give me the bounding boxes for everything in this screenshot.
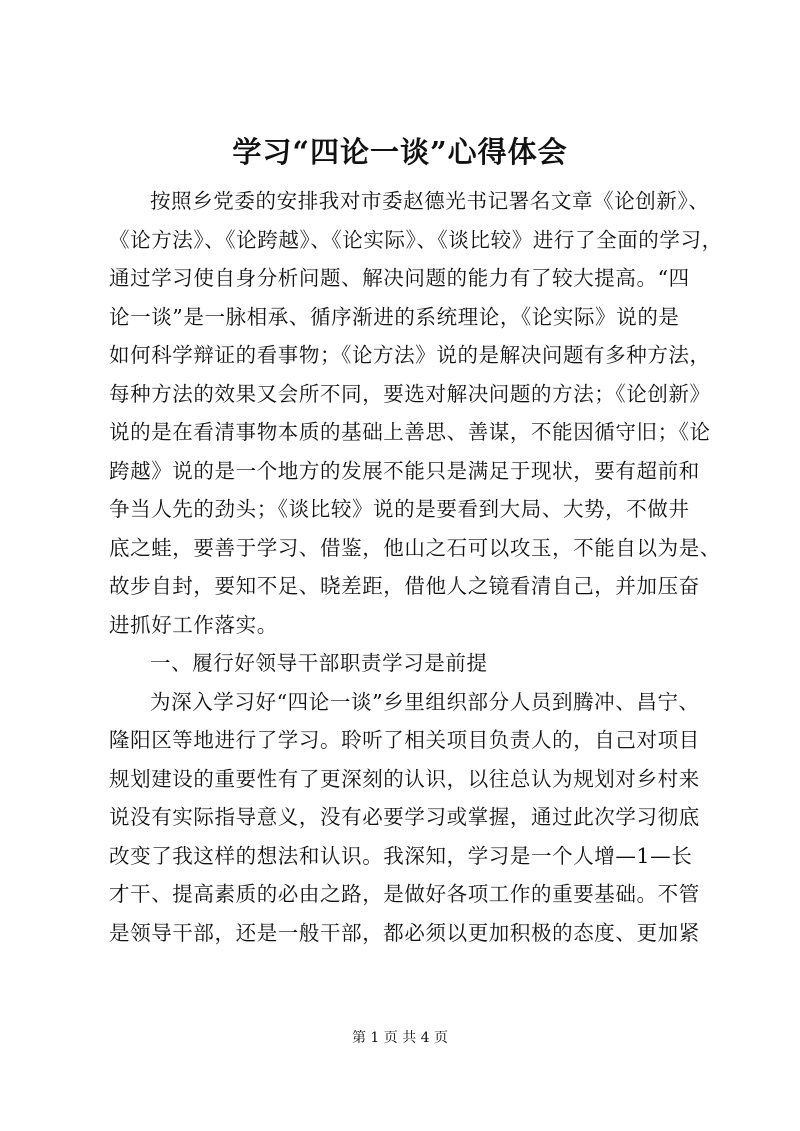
- text-line: 每种方法的效果又会所不同，要选对解决问题的方法；《论创新》: [109, 381, 711, 406]
- text-line: 跨越》说的是一个地方的发展不能只是满足于现状，要有超前和: [109, 458, 700, 483]
- text-line: 才干、提高素质的必由之路，是做好各项工作的重要基础。不管: [109, 882, 700, 906]
- text-line: 如何科学辩证的看事物；《论方法》说的是解决问题有多种方法，: [109, 343, 711, 367]
- text-line: 论一谈”是一脉相承、循序渐进的系统理论，《论实际》说的是: [109, 304, 680, 329]
- page-number-footer: 第 1 页 共 4 页: [351, 1030, 449, 1046]
- section-heading: 一、履行好领导干部职责学习是前提: [150, 651, 488, 675]
- text-line: 为深入学习好“四论一谈”乡里组织部分人员到腾冲、昌宁、: [150, 689, 700, 714]
- text-line: 隆阳区等地进行了学习。聆听了相关项目负责人的，自己对项目: [109, 728, 700, 752]
- document-title: 学习“四论一谈”心得体会: [232, 135, 568, 169]
- text-line: 故步自封，要知不足、晓差距，借他人之镜看清自己，并加压奋: [109, 574, 700, 598]
- document-body: [109, 182, 723, 952]
- text-line: 通过学习使自身分析问题、解决问题的能力有了较大提高。“四: [109, 266, 690, 290]
- text-line: 改变了我这样的想法和认识。我深知，学习是一个人增—1—长: [109, 843, 693, 868]
- text-line: 按照乡党委的安排我对市委赵德光书记署名文章《论创新》、: [150, 189, 710, 213]
- text-line: 说的是在看清事物本质的基础上善思、善谋，不能因循守旧；《论: [109, 420, 711, 444]
- text-line: 说没有实际指导意义，没有必要学习或掌握，通过此次学习彻底: [109, 805, 700, 829]
- text-line: 争当人先的劲头；《谈比较》说的是要看到大局、大势，不做井: [109, 497, 690, 521]
- text-line: 规划建设的重要性有了更深刻的认识，以往总认为规划对乡村来: [109, 766, 700, 791]
- text-line: 底之蛙，要善于学习、借鉴，他山之石可以攻玉，不能自以为是、: [109, 535, 721, 560]
- text-line: 是领导干部，还是一般干部，都必须以更加积极的态度、更加紧: [109, 920, 700, 945]
- text-line: 进抓好工作落实。: [109, 612, 278, 637]
- text-line: 《论方法》、《论跨越》、《论实际》、《谈比较》进行了全面的学习，: [109, 227, 723, 252]
